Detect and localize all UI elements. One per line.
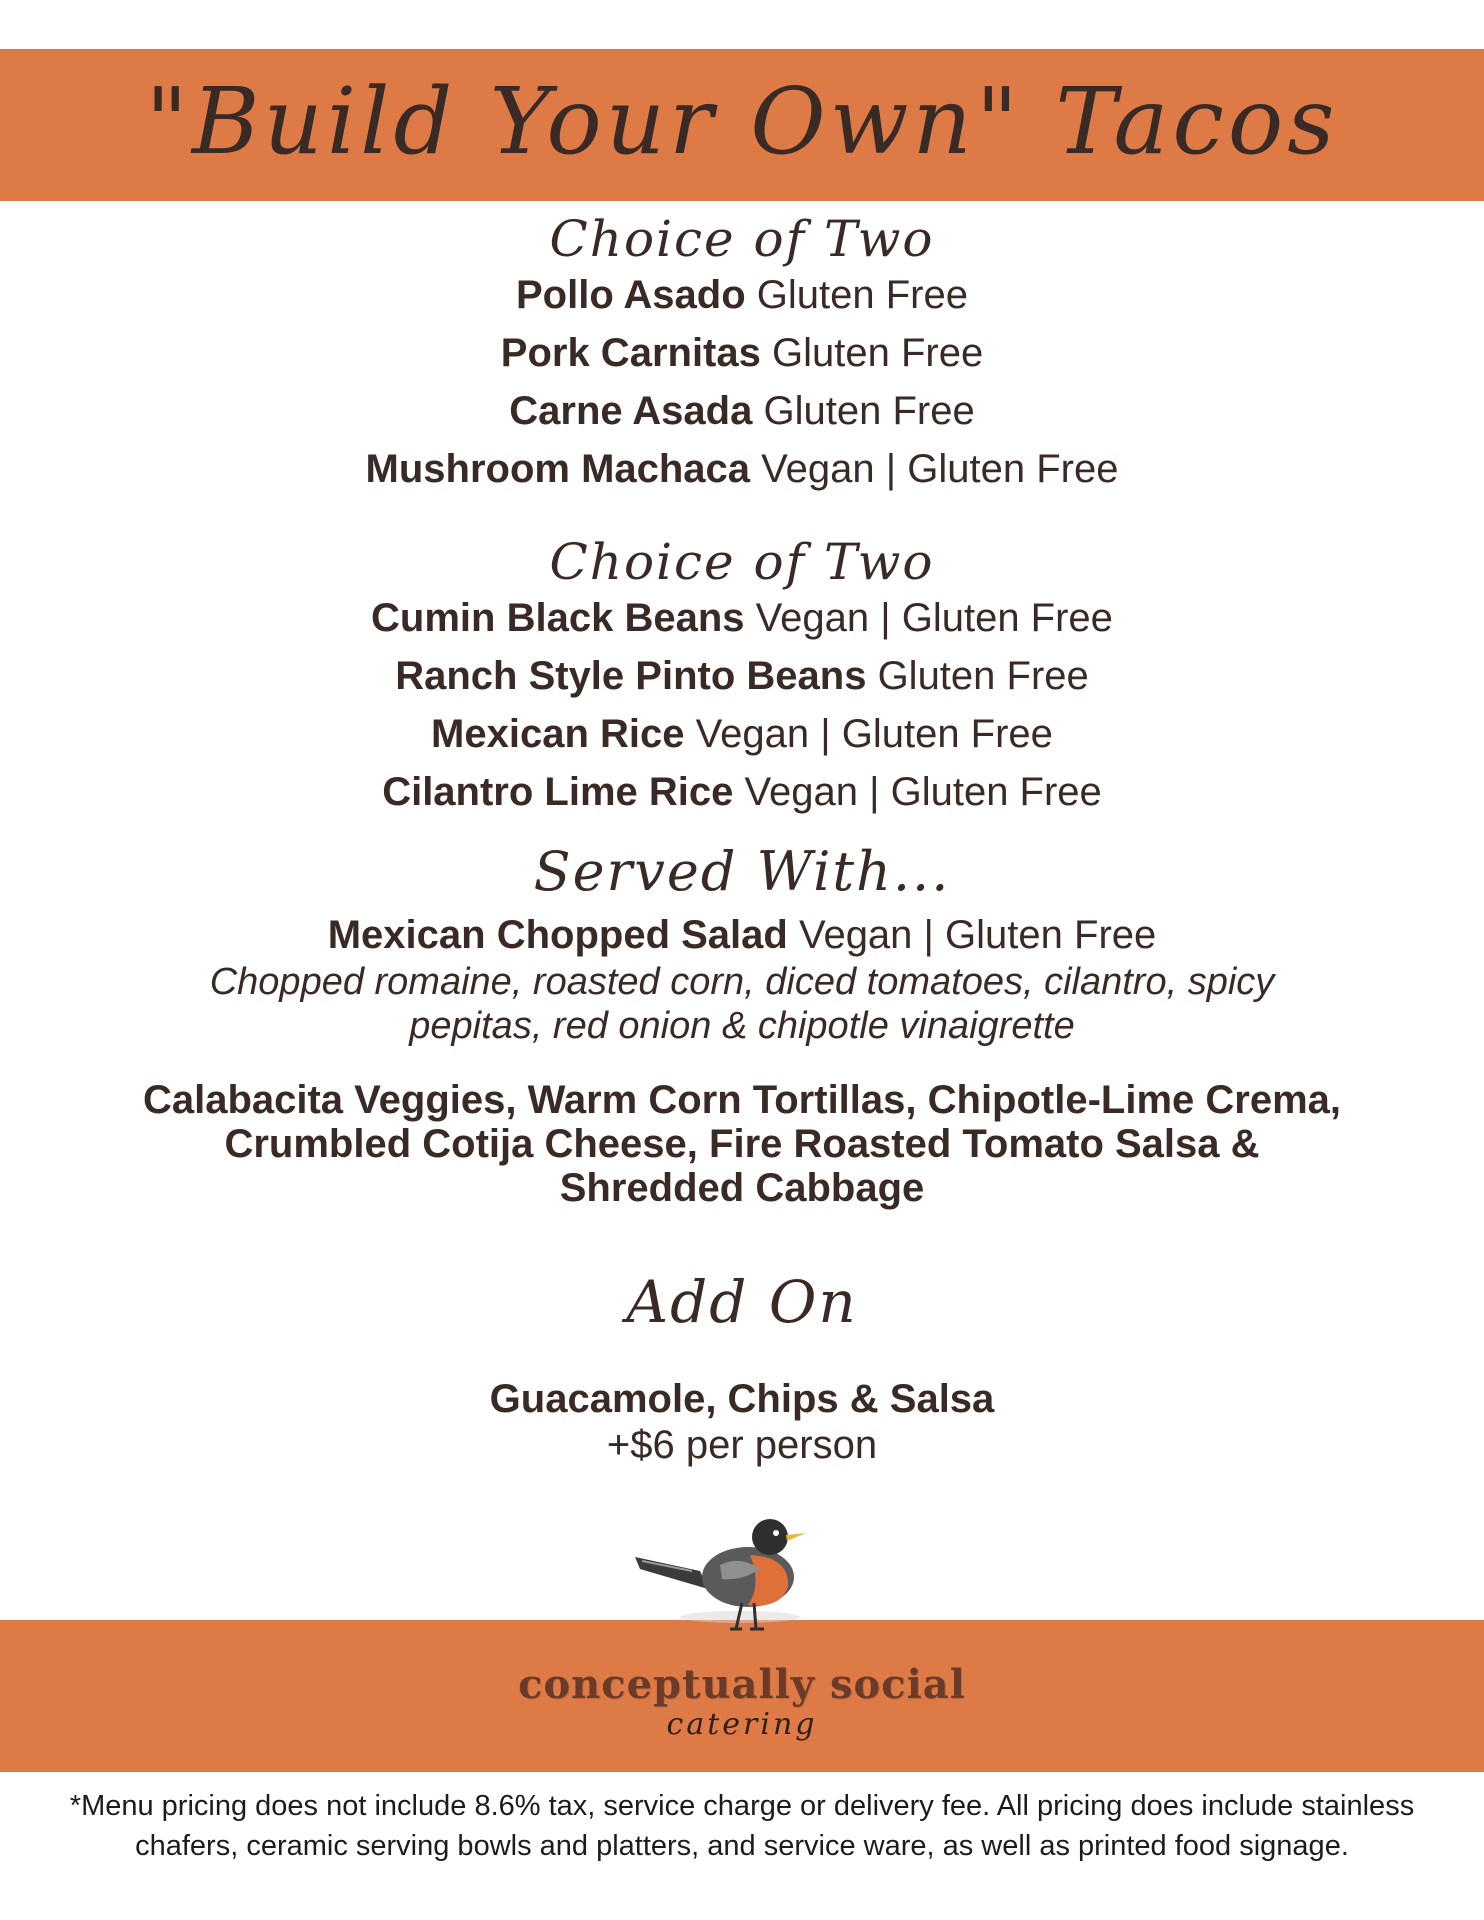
menu-item (0, 763, 1484, 821)
brand-name: conceptually social (518, 1661, 966, 1708)
item-diet: Vegan | Gluten Free (755, 596, 1113, 640)
item-diet: Gluten Free (772, 331, 984, 375)
brand-logo (0, 1662, 1484, 1742)
item-name: Carne Asada (509, 389, 753, 433)
menu-item (0, 266, 1484, 324)
extras-line: Calabacita Veggies, Warm Corn Tortillas, Chipotle-Lime Crema, (142, 1078, 1342, 1122)
sides-choice-heading: Choice of Two (549, 533, 935, 591)
menu-item (0, 382, 1484, 440)
page-title: "Build Your Own" Tacos (145, 68, 1339, 175)
item-name: Cumin Black Beans (371, 596, 745, 640)
salad-description-line: pepitas, red onion & chipotle vinaigrette (409, 1005, 1075, 1047)
pricing-footnote (0, 1786, 1484, 1866)
item-diet: Gluten Free (756, 273, 968, 317)
menu-item (0, 589, 1484, 647)
item-name: Mushroom Machaca (365, 447, 751, 491)
add-on-price: +$6 per person (606, 1423, 878, 1467)
item-diet: Vegan | Gluten Free (695, 712, 1053, 756)
item-diet: Vegan | Gluten Free (798, 913, 1157, 957)
menu-item (0, 705, 1484, 763)
served-with-heading: Served With... (533, 840, 951, 903)
extras-line: Crumbled Cotija Cheese, Fire Roasted Tomato Salsa & (224, 1122, 1260, 1166)
protein-heading: Choice of Two (549, 210, 935, 268)
add-on-name: Guacamole, Chips & Salsa (489, 1377, 995, 1421)
menu-item (0, 647, 1484, 705)
sides-choice-section (0, 535, 1484, 821)
extras-line: Shredded Cabbage (559, 1166, 925, 1210)
menu-item (0, 324, 1484, 382)
add-on-section (0, 1262, 1484, 1468)
robin-bird-icon (630, 1505, 830, 1645)
protein-section (0, 212, 1484, 498)
item-name: Pork Carnitas (500, 331, 761, 375)
add-on-heading: Add On (626, 1268, 858, 1336)
served-with-section (0, 840, 1484, 1210)
footnote-line: *Menu pricing does not include 8.6% tax, service charge or delivery fee. All pricing does include stainless (69, 1790, 1415, 1822)
item-name: Pollo Asado (516, 273, 746, 317)
item-name: Mexican Chopped Salad (327, 913, 788, 957)
salad-item (0, 910, 1484, 960)
salad-description-line: Chopped romaine, roasted corn, diced tomatoes, cilantro, spicy (209, 961, 1275, 1003)
footnote-line: chafers, ceramic serving bowls and platters, and service ware, as well as printed food signage. (135, 1830, 1349, 1862)
brand-subtitle: catering (666, 1707, 818, 1742)
item-diet: Vegan | Gluten Free (761, 447, 1119, 491)
item-name: Ranch Style Pinto Beans (395, 654, 867, 698)
item-name: Mexican Rice (431, 712, 685, 756)
item-diet: Gluten Free (877, 654, 1089, 698)
item-name: Cilantro Lime Rice (382, 770, 734, 814)
menu-item (0, 440, 1484, 498)
item-diet: Vegan | Gluten Free (744, 770, 1102, 814)
item-diet: Gluten Free (763, 389, 975, 433)
